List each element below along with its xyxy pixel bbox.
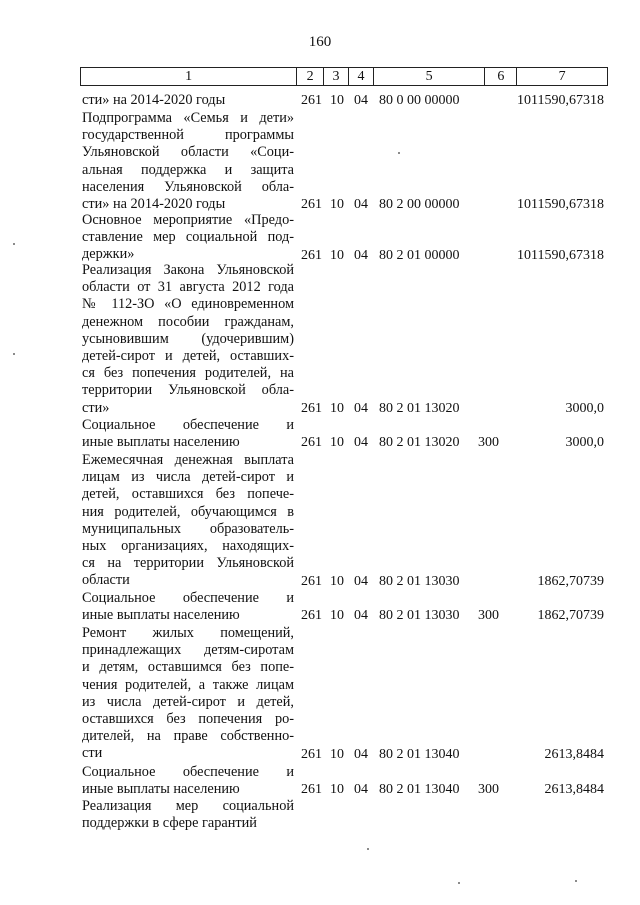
cell-col-3: 10 [330,435,344,451]
description-line: усыновившим (удочерившим) [82,330,294,347]
cell-col-4: 04 [354,608,368,624]
cell-col-5: 80 2 01 13030 [379,573,460,589]
description-line: территории Ульяновской обла- [82,382,294,399]
table-row [82,110,604,213]
cell-col-4: 04 [354,247,368,263]
description-line: поддержки в сфере гарантий [82,815,257,832]
cell-col-5: 80 2 00 00000 [379,197,460,213]
description-line: иные выплаты населению [82,781,240,798]
table-row [82,212,604,264]
cell-col-5: 80 2 01 13020 [379,435,460,451]
description-line: Социальное обеспечение и [82,417,294,433]
description-line: иные выплаты населению [82,607,240,624]
cell-col-4: 04 [354,573,368,589]
cell-col-7: 1011590,67318 [517,247,604,263]
cell-col-6: 300 [478,608,499,624]
description-line: детей-сирот и детей, оставших- [82,348,294,365]
cell-col-2: 261 [301,400,322,416]
header-col-3: 3 [324,68,349,85]
scan-speck [575,880,577,882]
row-codes [82,400,604,417]
description-line: Социальное обеспечение и [82,590,294,606]
description-line: Социальное обеспечение и [82,764,294,780]
cell-col-3: 10 [330,400,344,416]
cell-col-5: 80 2 01 13040 [379,782,460,798]
description-line: № 112-ЗО «О единовременном [82,296,294,313]
cell-col-5: 80 2 01 00000 [379,247,460,263]
row-description [82,625,294,763]
description-line: оставшихся без попечения ро- [82,711,294,728]
header-col-1: 1 [81,68,297,85]
cell-col-3: 10 [330,782,344,798]
description-line: сти» [82,399,110,416]
cell-col-2: 261 [301,746,322,762]
description-line: Ежемесячная денежная выплата [82,452,294,468]
cell-col-7: 3000,0 [565,435,604,451]
table-row [82,92,604,109]
cell-col-7: 2613,8484 [544,746,604,762]
description-line: Ремонт жилых помещений, [82,625,294,641]
description-line: сти» на 2014-2020 годы [82,92,226,108]
cell-col-7: 3000,0 [565,400,604,416]
row-codes [82,607,604,624]
table-row [82,417,604,451]
row-codes [82,781,604,798]
table-row [82,764,604,798]
row-codes [82,573,604,590]
row-codes [82,815,604,832]
description-line: чения родителей, а также лицам [82,676,294,693]
cell-col-2: 261 [301,435,322,451]
cell-col-5: 80 2 01 13020 [379,400,460,416]
cell-col-7: 1011590,67318 [517,93,604,109]
cell-col-3: 10 [330,247,344,263]
cell-col-2: 261 [301,782,322,798]
header-col-4: 4 [349,68,374,85]
description-line: сти» на 2014-2020 годы [82,196,226,213]
table-row [82,590,604,624]
description-line: Основное мероприятие «Предо- [82,212,294,228]
row-codes [82,92,604,109]
description-line: лицам из числа детей-сирот и [82,469,294,486]
scan-speck [398,152,400,154]
table-header [80,67,608,86]
description-line: ся без попечения родителей, на [82,365,294,382]
description-line: дителей, на праве собственно- [82,728,294,745]
cell-col-2: 261 [301,247,322,263]
table-row [82,452,604,590]
table-row [82,625,604,763]
cell-col-3: 10 [330,608,344,624]
description-line: из числа детей-сирот и детей, [82,693,294,710]
description-line: области [82,572,130,589]
cell-col-7: 2613,8484 [544,782,604,798]
description-line: области от 31 августа 2012 года [82,279,294,296]
description-line: сти [82,745,103,762]
description-line: детей, оставшихся без попече- [82,486,294,503]
cell-col-2: 261 [301,608,322,624]
page-number: 160 [308,34,332,50]
cell-col-5: 80 2 01 13040 [379,746,460,762]
row-codes [82,434,604,451]
row-codes [82,196,604,213]
description-line: держки» [82,246,135,263]
description-line: Реализация Закона Ульяновской [82,262,294,278]
table-row [82,262,604,417]
cell-col-2: 261 [301,197,322,213]
cell-col-6: 300 [478,435,499,451]
description-line: альная поддержка и защита [82,161,294,178]
cell-col-7: 1862,70739 [537,573,604,589]
table-row [82,798,604,832]
cell-col-2: 261 [301,93,322,109]
cell-col-7: 1862,70739 [537,608,604,624]
scan-speck [13,243,15,245]
cell-col-4: 04 [354,93,368,109]
scan-speck [367,848,369,850]
scan-speck [13,353,15,355]
cell-col-3: 10 [330,197,344,213]
cell-col-4: 04 [354,400,368,416]
description-line: ных организациях, находящих- [82,538,294,555]
description-line: населения Ульяновской обла- [82,178,294,195]
cell-col-3: 10 [330,573,344,589]
description-line: ставление мер социальной под- [82,229,294,246]
description-line: муниципальных образователь- [82,520,294,537]
description-line: Реализация мер социальной [82,798,294,814]
cell-col-4: 04 [354,782,368,798]
cell-col-7: 1011590,67318 [517,197,604,213]
description-line: иные выплаты населению [82,434,240,451]
cell-col-4: 04 [354,435,368,451]
description-line: государственной программы [82,127,294,144]
cell-col-2: 261 [301,573,322,589]
description-line: ния родителей, обучающимся в [82,503,294,520]
cell-col-3: 10 [330,93,344,109]
description-line: ся на территории Ульяновской [82,555,294,572]
row-codes [82,746,604,763]
cell-col-5: 80 0 00 00000 [379,93,460,109]
row-description [82,262,294,417]
header-col-7: 7 [558,69,566,84]
cell-col-4: 04 [354,746,368,762]
description-line: денежном пособии гражданам, [82,313,294,330]
description-line: Ульяновской области «Соци- [82,144,294,161]
description-line: и детям, оставшимся без попе- [82,659,294,676]
header-col-6: 6 [485,68,517,85]
row-description [82,452,294,590]
description-line: Подпрограмма «Семья и дети» [82,110,294,126]
header-col-5: 5 [374,68,486,85]
cell-col-6: 300 [478,782,499,798]
description-line: принадлежащих детям-сиротам [82,642,294,659]
header-col-2: 2 [297,68,324,85]
scan-speck [458,882,460,884]
cell-col-5: 80 2 01 13030 [379,608,460,624]
cell-col-3: 10 [330,746,344,762]
cell-col-4: 04 [354,197,368,213]
